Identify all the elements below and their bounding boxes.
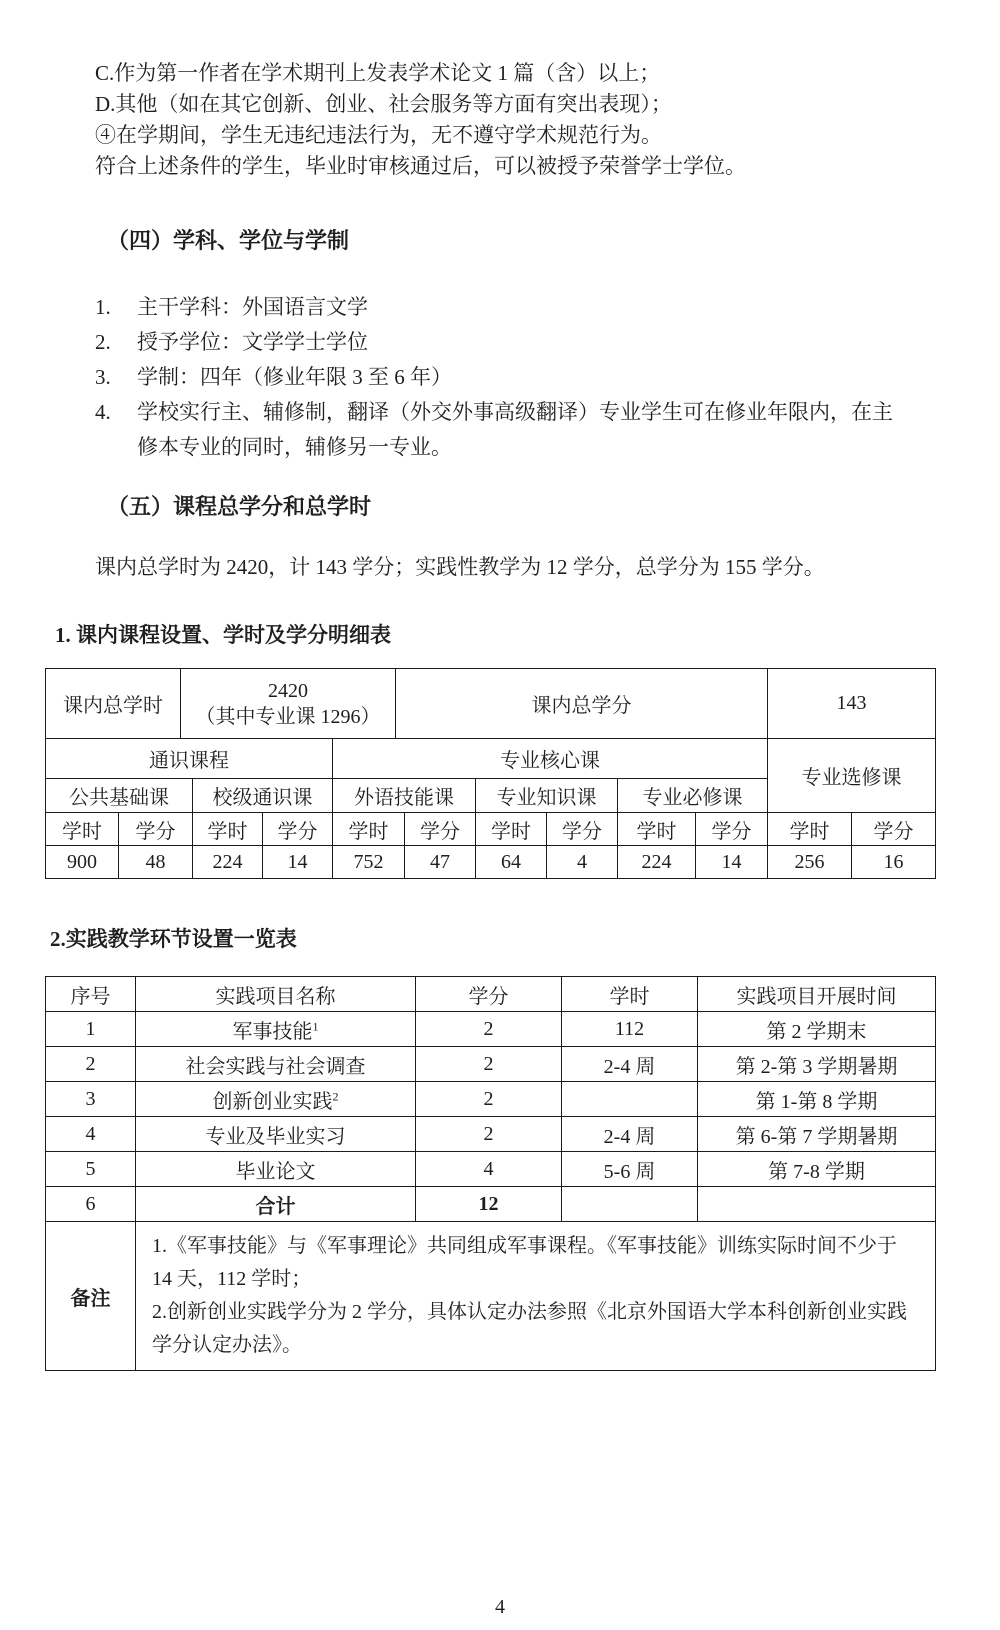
credits-header-cell: 学分: [263, 813, 333, 846]
value-cell: 224: [618, 846, 696, 879]
total-credits-value-cell: 143: [768, 669, 936, 739]
credits-cell: 2: [416, 1012, 562, 1047]
value-cell: 224: [193, 846, 263, 879]
row-no-cell: 6: [46, 1187, 136, 1222]
header-cell: 实践项目名称: [136, 977, 416, 1012]
hours-cell: 2-4 周: [562, 1047, 698, 1082]
credits-header-cell: 学分: [696, 813, 768, 846]
section-heading-4: （四）学科、学位与学制: [107, 228, 350, 253]
value-cell: 47: [405, 846, 476, 879]
credits-cell: 2: [416, 1117, 562, 1152]
header-cell: 序号: [46, 977, 136, 1012]
value-cell: 48: [119, 846, 193, 879]
category-cell: 专业知识课: [476, 779, 618, 813]
hours-cell: 112: [562, 1012, 698, 1047]
value-cell: 4: [547, 846, 618, 879]
remark-label-cell: 备注: [46, 1222, 136, 1371]
practice-row: [46, 1012, 936, 1047]
total-credits-cell: 12: [416, 1187, 562, 1222]
list-item: [95, 325, 1000, 360]
value-cell: 752: [333, 846, 405, 879]
category-cell: 外语技能课: [333, 779, 476, 813]
practice-total-row: [46, 1187, 936, 1222]
total-hours-value-cell: [181, 669, 396, 739]
list-item: [95, 360, 1000, 395]
remark-content-cell: [136, 1222, 936, 1371]
value-cell: 64: [476, 846, 547, 879]
hours-cell: [562, 1187, 698, 1222]
footnote-marker: 2: [332, 1088, 339, 1103]
practice-name-cell: 毕业论文: [136, 1152, 416, 1187]
time-cell: [698, 1187, 936, 1222]
section4-list: [95, 290, 1000, 465]
hours-cell: [562, 1082, 698, 1117]
credits-header-cell: 学分: [405, 813, 476, 846]
row-no-cell: 3: [46, 1082, 136, 1117]
credits-header-cell: 学分: [119, 813, 193, 846]
header-cell: 实践项目开展时间: [698, 977, 936, 1012]
hours-header-cell: 学时: [618, 813, 696, 846]
value-cell: 900: [46, 846, 119, 879]
value-cell: 14: [696, 846, 768, 879]
practice-table: [45, 976, 936, 1371]
total-hours-label-cell: 课内总学时: [46, 669, 181, 739]
header-cell: 学分: [416, 977, 562, 1012]
hours-cell: 5-6 周: [562, 1152, 698, 1187]
category-cell: 专业必修课: [618, 779, 768, 813]
category-cell: 公共基础课: [46, 779, 193, 813]
total-hours-value: 2420: [268, 679, 308, 702]
item-text: 授予学位：文学学士学位: [137, 330, 368, 354]
value-cell: 14: [263, 846, 333, 879]
item-number: 4.: [95, 400, 111, 424]
credits-cell: 4: [416, 1152, 562, 1187]
hours-header-cell: 学时: [768, 813, 852, 846]
time-cell: 第 1-第 8 学期: [698, 1082, 936, 1117]
practice-header-row: [46, 977, 936, 1012]
group-general-cell: 通识课程: [46, 739, 333, 779]
credits-header-cell: 学分: [547, 813, 618, 846]
item-number: 1.: [95, 295, 111, 319]
time-cell: 第 2 学期末: [698, 1012, 936, 1047]
category-cell: 校级通识课: [193, 779, 333, 813]
time-cell: 第 6-第 7 学期暑期: [698, 1117, 936, 1152]
time-cell: 第 2-第 3 学期暑期: [698, 1047, 936, 1082]
intro-line-summary: 符合上述条件的学生，毕业时审核通过后，可以被授予荣誉学士学位。: [95, 154, 746, 178]
practice-row: [46, 1117, 936, 1152]
credits-cell: 2: [416, 1047, 562, 1082]
intro-line-c: C.作为第一作者在学术期刊上发表学术论文 1 篇（含）以上；: [95, 61, 661, 85]
section-heading-5: （五）课程总学分和总学时: [107, 494, 372, 519]
header-cell: 学时: [562, 977, 698, 1012]
total-label-cell: 合计: [136, 1187, 416, 1222]
value-cell: 16: [852, 846, 936, 879]
hours-cell: 2-4 周: [562, 1117, 698, 1152]
row-no-cell: 4: [46, 1117, 136, 1152]
remark-line-2: 2.创新创业实践学分为 2 学分，具体认定办法参照《北京外国语大学本科创新创业实践学分认定办法》。: [152, 1301, 907, 1356]
row-no-cell: 5: [46, 1152, 136, 1187]
course-breakdown-table: [45, 738, 936, 879]
footnote-marker: 1: [312, 1018, 319, 1033]
hours-header-cell: 学时: [476, 813, 547, 846]
practice-name-cell: 创新创业实践$^2$: [136, 1082, 416, 1117]
time-cell: 第 7-8 学期: [698, 1152, 936, 1187]
total-credits-label-cell: 课内总学分: [396, 669, 768, 739]
credits-summary-paragraph: 课内总学时为 2420，计 143 学分；实践性教学为 12 学分，总学分为 155 学分。: [95, 555, 825, 579]
intro-line-4: ④在学期间，学生无违纪违法行为，无不遵守学术规范行为。: [95, 123, 662, 147]
table1-label: 1. 课内课程设置、学时及学分明细表: [55, 623, 391, 647]
page-number: 4: [495, 1596, 505, 1618]
list-item: [95, 395, 1000, 465]
hours-header-cell: 学时: [333, 813, 405, 846]
item-number: 2.: [95, 330, 111, 354]
value-cell: 256: [768, 846, 852, 879]
table2-label: 2.实践教学环节设置一览表: [50, 927, 297, 951]
total-hours-note: （其中专业课 1296）: [195, 705, 381, 728]
list-item: [95, 290, 1000, 325]
row-no-cell: 2: [46, 1047, 136, 1082]
group-elective-cell: 专业选修课: [768, 739, 936, 813]
credits-cell: 2: [416, 1082, 562, 1117]
item-text: 学校实行主、辅修制，翻译（外交外事高级翻译）专业学生可在修业年限内，在主修本专业的同时，辅修另一专业。: [137, 400, 893, 459]
practice-name-cell: 军事技能$^1$: [136, 1012, 416, 1047]
row-no-cell: 1: [46, 1012, 136, 1047]
practice-row: [46, 1082, 936, 1117]
remark-line-1: 1.《军事技能》与《军事理论》共同组成军事课程。《军事技能》训练实际时间不少于 14 天，112 学时；: [152, 1235, 897, 1290]
intro-line-d: D.其他（如在其它创新、创业、社会服务等方面有突出表现）；: [95, 92, 672, 116]
practice-name-cell: 专业及毕业实习: [136, 1117, 416, 1152]
hours-header-cell: 学时: [46, 813, 119, 846]
remark-row: [46, 1222, 936, 1371]
item-number: 3.: [95, 365, 111, 389]
intro-block: [95, 0, 1000, 182]
item-text: 学制：四年（修业年限 3 至 6 年）: [137, 365, 452, 389]
course-totals-table: [45, 668, 936, 739]
hours-header-cell: 学时: [193, 813, 263, 846]
credits-header-cell: 学分: [852, 813, 936, 846]
practice-name-cell: 社会实践与社会调查: [136, 1047, 416, 1082]
item-text: 主干学科：外国语言文学: [137, 295, 368, 319]
practice-row: [46, 1152, 936, 1187]
group-core-cell: 专业核心课: [333, 739, 768, 779]
practice-row: [46, 1047, 936, 1082]
